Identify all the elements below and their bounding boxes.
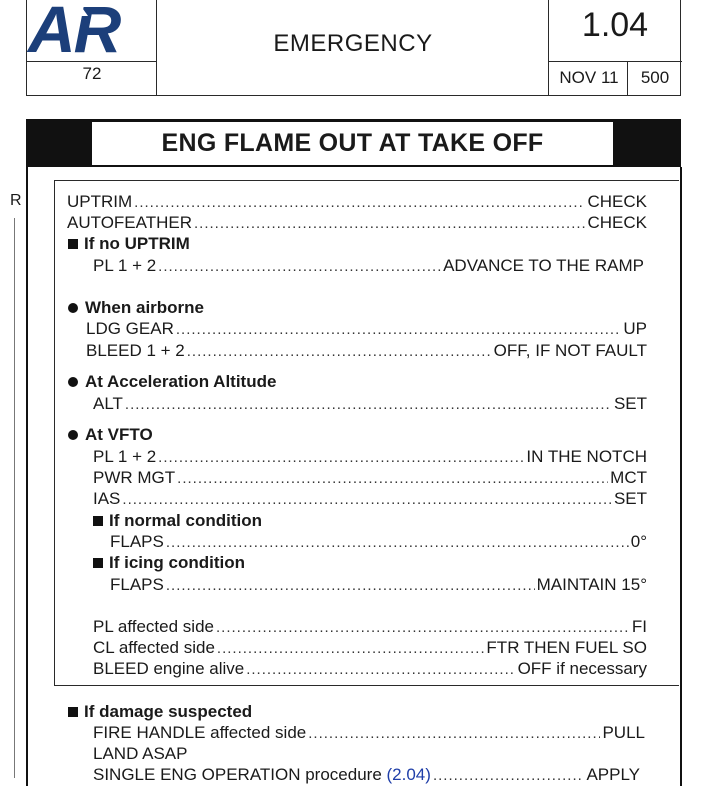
procedure-title: ENG FLAME OUT AT TAKE OFF [92, 122, 613, 165]
round-bullet-icon [68, 430, 78, 440]
step-label: PL 1 + 2 [93, 256, 157, 275]
checklist-row [93, 394, 647, 415]
step-action: UP [623, 319, 647, 338]
heading-text: If normal condition [109, 511, 262, 530]
dot-leader [308, 724, 600, 744]
checklist-row [110, 575, 647, 596]
checklist-row [93, 468, 647, 489]
header-divider [156, 0, 157, 95]
dot-leader [158, 448, 524, 468]
dot-leader [158, 257, 441, 277]
condition-heading [68, 234, 190, 254]
issue-date: NOV 11 [559, 68, 619, 87]
revision-number: 500 [640, 68, 670, 87]
step-label: PWR MGT [93, 468, 176, 487]
step-label [93, 765, 431, 785]
step-action: MCT [610, 468, 647, 487]
checklist-row [93, 447, 647, 468]
step-action: FI [631, 617, 647, 636]
dot-leader [217, 639, 485, 659]
dot-leader [187, 342, 492, 362]
heading-text: When airborne [85, 298, 205, 317]
step-action: PULL [602, 723, 645, 742]
section-title: EMERGENCY [273, 30, 433, 57]
dot-leader [134, 193, 585, 213]
heading-text: If icing condition [109, 553, 245, 572]
procedure-code: 1.04 [581, 6, 649, 44]
heading-text: If damage suspected [84, 702, 253, 721]
square-bullet-icon [68, 239, 78, 249]
step-action: 0° [630, 532, 647, 551]
step-label: IAS [93, 489, 121, 508]
step-label: ALT [93, 394, 123, 413]
phase-heading [68, 298, 204, 318]
square-bullet-icon [68, 707, 78, 717]
checklist-row [86, 341, 647, 362]
dot-leader [122, 490, 612, 510]
step-label: BLEED 1 + 2 [86, 341, 185, 360]
dot-leader [177, 469, 608, 489]
checklist-row [93, 765, 640, 786]
dot-leader [216, 618, 630, 638]
step-label: PL affected side [93, 617, 214, 636]
round-bullet-icon [68, 377, 78, 387]
dot-leader [194, 214, 585, 234]
outer-border-left [26, 167, 28, 786]
dot-leader [166, 576, 535, 596]
dot-leader [166, 533, 629, 553]
logo-wing-icon [68, 2, 88, 16]
checklist-row [93, 489, 647, 510]
step-label: FLAPS [110, 532, 164, 551]
step-action: APPLY [586, 765, 640, 784]
checklist-row [86, 319, 647, 340]
condition-heading [68, 702, 252, 722]
step-action: OFF if necessary [517, 659, 647, 678]
checklist-row [93, 723, 645, 744]
round-bullet-icon [68, 303, 78, 313]
checklist-row [93, 659, 647, 680]
condition-heading [93, 511, 262, 531]
revision-bar [14, 218, 15, 778]
heading-text: If no UPTRIM [84, 234, 190, 253]
header-divider [548, 61, 682, 62]
procedure-reference-link[interactable]: (2.04) [386, 765, 431, 784]
step-action: OFF, IF NOT FAULT [493, 341, 647, 360]
step-action: IN THE NOTCH [526, 447, 647, 466]
dot-leader [433, 766, 585, 786]
step-action: MAINTAIN 15° [536, 575, 647, 594]
phase-heading [68, 425, 153, 445]
revision-mark: R [10, 192, 22, 209]
step-action: CHECK [587, 192, 647, 211]
outer-border-right [680, 167, 682, 786]
step-label: CL affected side [93, 638, 215, 657]
step-action: ADVANCE TO THE RAMP [443, 256, 644, 275]
checklist-row [93, 617, 647, 638]
heading-text: At VFTO [85, 425, 153, 444]
step-label: PL 1 + 2 [93, 447, 157, 466]
company-logo [28, 0, 156, 66]
step-label: FIRE HANDLE affected side [93, 723, 307, 742]
step-label: LDG GEAR [86, 319, 174, 338]
dot-leader [176, 320, 622, 340]
dot-leader [246, 660, 515, 680]
step-label: LAND ASAP [93, 744, 188, 763]
step-label-text: SINGLE ENG OPERATION procedure [93, 765, 382, 784]
checklist-row [67, 192, 647, 213]
square-bullet-icon [93, 516, 103, 526]
checklist-row [110, 532, 647, 553]
square-bullet-icon [93, 558, 103, 568]
checklist-row [67, 213, 647, 234]
header-divider [548, 0, 549, 95]
step-action: FTR THEN FUEL SO [486, 638, 647, 657]
checklist-row [93, 638, 647, 659]
step-action: SET [613, 489, 647, 508]
checklist-row [93, 256, 644, 277]
page-number: 72 [82, 64, 102, 83]
phase-heading [68, 372, 276, 392]
step-label: FLAPS [110, 575, 164, 594]
checklist-row [93, 744, 188, 764]
dot-leader [125, 395, 612, 415]
step-label: BLEED engine alive [93, 659, 245, 678]
step-action: CHECK [587, 213, 647, 232]
condition-heading [93, 553, 245, 573]
step-label: AUTOFEATHER [67, 213, 192, 232]
step-action: SET [613, 394, 647, 413]
heading-text: At Acceleration Altitude [85, 372, 277, 391]
step-label: UPTRIM [67, 192, 133, 211]
logo-text: AR [28, 0, 120, 66]
